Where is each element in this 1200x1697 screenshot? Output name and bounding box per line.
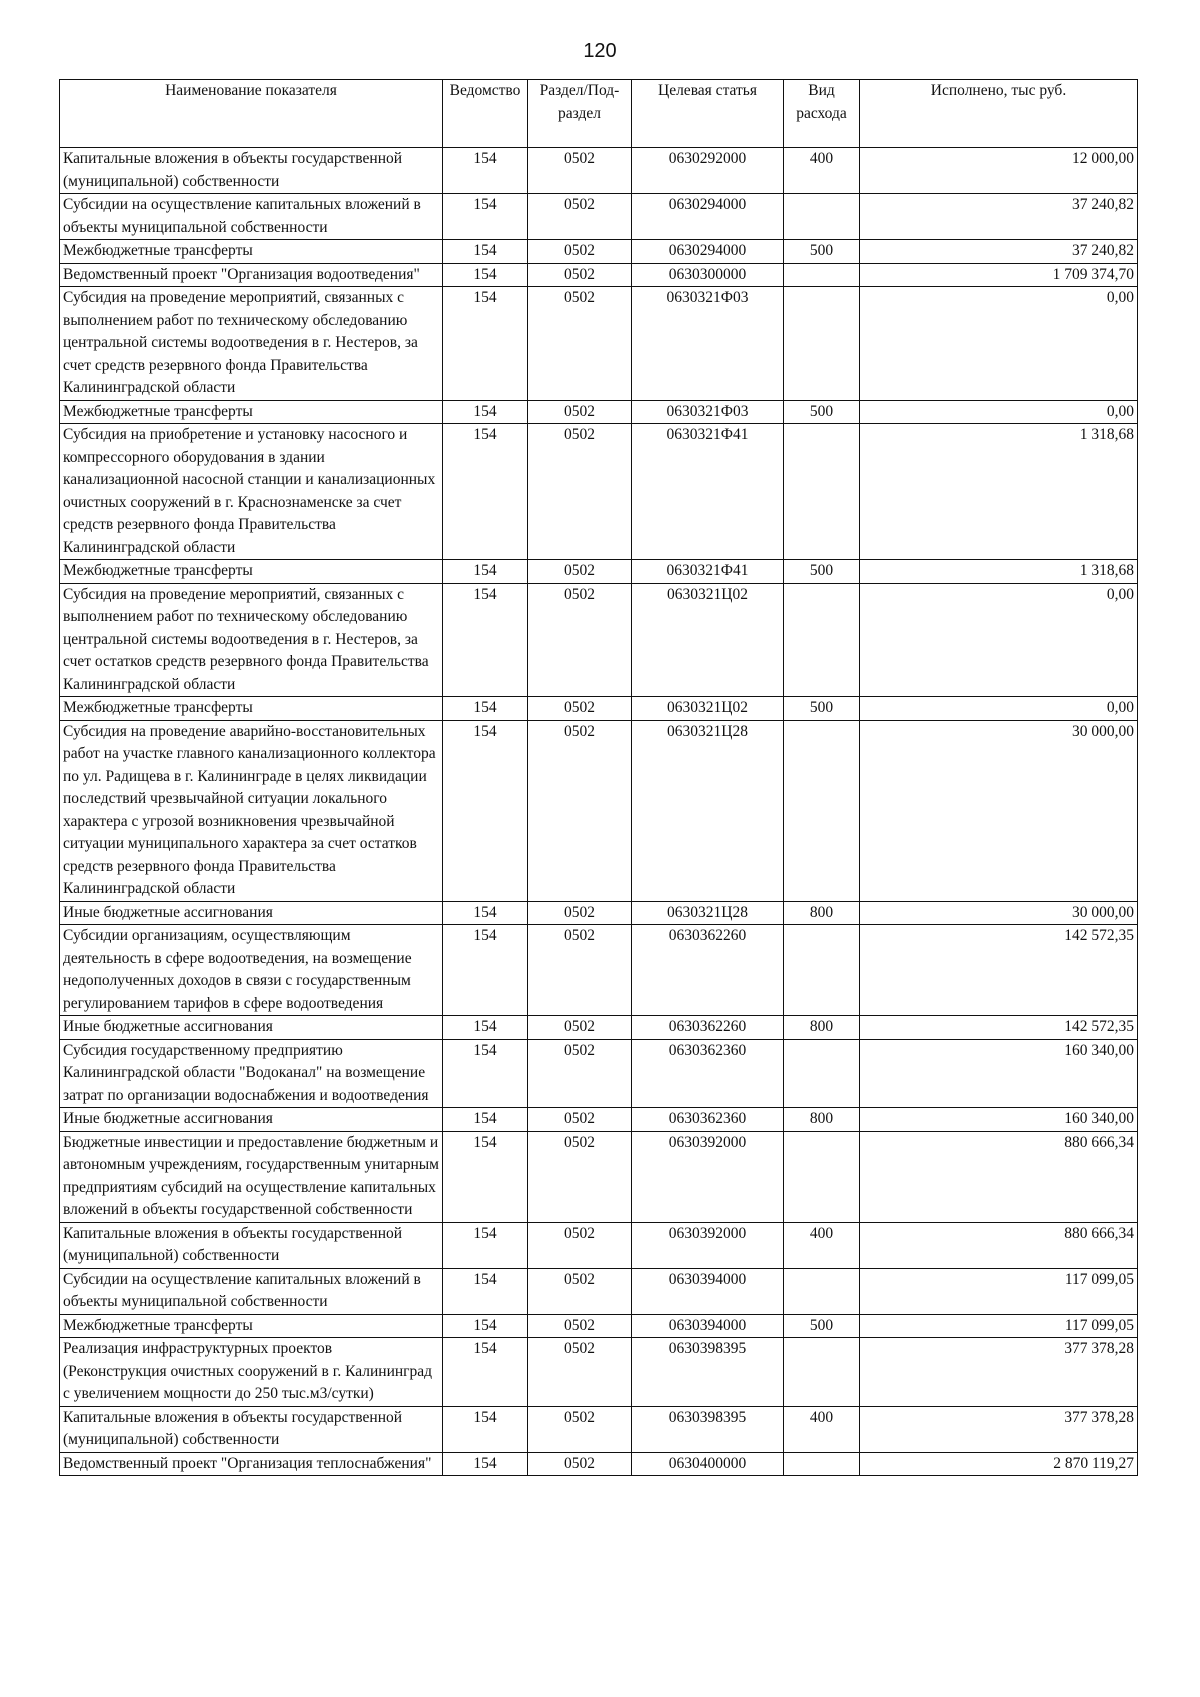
table-row [60, 263, 1138, 287]
cell-amount: 1 318,68 [860, 560, 1138, 584]
cell-dept: 154 [443, 1222, 528, 1268]
cell-section: 0502 [528, 560, 632, 584]
cell-dept: 154 [443, 263, 528, 287]
cell-section: 0502 [528, 194, 632, 240]
cell-name: Субсидия на проведение аварийно-восстановительных работ на участке главного канализационного коллектора по ул. Радищева в г. Калининграде в целях ликвидации последствий чрезвычайной ситуации локального характера с угрозой возникновения чрезвычайной ситуации муниципального характера за счет остатков средств резервного фонда Правительства Калининградской области [60, 720, 443, 901]
table-row [60, 1222, 1138, 1268]
cell-section: 0502 [528, 287, 632, 401]
cell-section: 0502 [528, 263, 632, 287]
cell-article: 0630321Ф03 [632, 400, 784, 424]
cell-section: 0502 [528, 583, 632, 697]
table-row [60, 697, 1138, 721]
cell-section: 0502 [528, 148, 632, 194]
cell-name: Капитальные вложения в объекты государственной (муниципальной) собственности [60, 148, 443, 194]
cell-section: 0502 [528, 925, 632, 1016]
table-row [60, 240, 1138, 264]
cell-name: Ведомственный проект "Организация теплоснабжения" [60, 1452, 443, 1476]
cell-section: 0502 [528, 1452, 632, 1476]
cell-article: 0630321Ф41 [632, 560, 784, 584]
cell-name: Межбюджетные трансферты [60, 400, 443, 424]
cell-amount: 1 318,68 [860, 424, 1138, 560]
cell-article: 0630398395 [632, 1338, 784, 1407]
cell-amount: 880 666,34 [860, 1131, 1138, 1222]
cell-amount: 12 000,00 [860, 148, 1138, 194]
cell-article: 0630392000 [632, 1131, 784, 1222]
cell-amount: 377 378,28 [860, 1338, 1138, 1407]
cell-dept: 154 [443, 720, 528, 901]
cell-amount: 30 000,00 [860, 901, 1138, 925]
cell-dept: 154 [443, 1131, 528, 1222]
cell-type [784, 1338, 860, 1407]
cell-amount: 0,00 [860, 583, 1138, 697]
cell-section: 0502 [528, 1338, 632, 1407]
cell-amount: 30 000,00 [860, 720, 1138, 901]
cell-type [784, 720, 860, 901]
table-row [60, 1039, 1138, 1108]
budget-table [59, 79, 1138, 1476]
cell-amount: 2 870 119,27 [860, 1452, 1138, 1476]
table-row [60, 1131, 1138, 1222]
cell-dept: 154 [443, 1039, 528, 1108]
cell-section: 0502 [528, 1039, 632, 1108]
page-number: 120 [583, 40, 617, 62]
cell-name: Субсидия на проведение мероприятий, связанных с выполнением работ по техническому обследованию центральной системы водоотведения в г. Нестеров, за счет средств резервного фонда Правительства Калининградской области [60, 287, 443, 401]
cell-article: 0630321Ц02 [632, 583, 784, 697]
cell-article: 0630362260 [632, 925, 784, 1016]
cell-dept: 154 [443, 1314, 528, 1338]
cell-amount: 880 666,34 [860, 1222, 1138, 1268]
cell-section: 0502 [528, 720, 632, 901]
cell-name: Субсидия на проведение мероприятий, связанных с выполнением работ по техническому обследованию центральной системы водоотведения в г. Нестеров, за счет остатков средств резервного фонда Правительства Калининградской области [60, 583, 443, 697]
cell-name: Иные бюджетные ассигнования [60, 901, 443, 925]
table-row [60, 1108, 1138, 1132]
cell-article: 0630362360 [632, 1039, 784, 1108]
cell-section: 0502 [528, 1016, 632, 1040]
cell-name: Межбюджетные трансферты [60, 560, 443, 584]
cell-name: Реализация инфраструктурных проектов (Реконструкция очистных сооружений в г. Калининград с увеличением мощности до 250 тыс.м3/сутки) [60, 1338, 443, 1407]
table-row [60, 424, 1138, 560]
cell-name: Межбюджетные трансферты [60, 240, 443, 264]
cell-article: 0630321Ц28 [632, 720, 784, 901]
cell-section: 0502 [528, 1222, 632, 1268]
cell-dept: 154 [443, 901, 528, 925]
cell-name: Капитальные вложения в объекты государственной (муниципальной) собственности [60, 1222, 443, 1268]
cell-type: 800 [784, 1108, 860, 1132]
cell-dept: 154 [443, 1108, 528, 1132]
cell-article: 0630362360 [632, 1108, 784, 1132]
cell-amount: 142 572,35 [860, 1016, 1138, 1040]
table-row [60, 560, 1138, 584]
cell-name: Субсидии на осуществление капитальных вложений в объекты муниципальной собственности [60, 1268, 443, 1314]
cell-section: 0502 [528, 424, 632, 560]
cell-dept: 154 [443, 925, 528, 1016]
cell-type [784, 424, 860, 560]
cell-type: 500 [784, 240, 860, 264]
cell-name: Субсидии на осуществление капитальных вложений в объекты муниципальной собственности [60, 194, 443, 240]
cell-type [784, 1268, 860, 1314]
cell-dept: 154 [443, 194, 528, 240]
cell-type [784, 287, 860, 401]
cell-article: 0630398395 [632, 1406, 784, 1452]
cell-dept: 154 [443, 240, 528, 264]
cell-amount: 0,00 [860, 400, 1138, 424]
cell-amount: 160 340,00 [860, 1039, 1138, 1108]
cell-name: Межбюджетные трансферты [60, 1314, 443, 1338]
cell-section: 0502 [528, 400, 632, 424]
cell-amount: 37 240,82 [860, 194, 1138, 240]
table-row [60, 720, 1138, 901]
cell-type [784, 925, 860, 1016]
cell-section: 0502 [528, 901, 632, 925]
cell-article: 0630321Ц02 [632, 697, 784, 721]
cell-article: 0630362260 [632, 1016, 784, 1040]
cell-article: 0630292000 [632, 148, 784, 194]
cell-name: Межбюджетные трансферты [60, 697, 443, 721]
table-row [60, 1268, 1138, 1314]
cell-amount: 142 572,35 [860, 925, 1138, 1016]
cell-dept: 154 [443, 1338, 528, 1407]
cell-type: 400 [784, 148, 860, 194]
cell-type [784, 194, 860, 240]
cell-dept: 154 [443, 400, 528, 424]
cell-name: Ведомственный проект "Организация водоотведения" [60, 263, 443, 287]
cell-name: Субсидия на приобретение и установку насосного и компрессорного оборудования в здании канализационной насосной станции и канализационных очистных сооружений в г. Краснознаменске за счет средств резервного фонда Правительства Калининградской области [60, 424, 443, 560]
cell-amount: 1 709 374,70 [860, 263, 1138, 287]
cell-type: 400 [784, 1222, 860, 1268]
table-row [60, 1452, 1138, 1476]
cell-dept: 154 [443, 1452, 528, 1476]
cell-section: 0502 [528, 1268, 632, 1314]
cell-name: Капитальные вложения в объекты государственной (муниципальной) собственности [60, 1406, 443, 1452]
cell-dept: 154 [443, 148, 528, 194]
table-row [60, 901, 1138, 925]
cell-name: Субсидия государственному предприятию Калининградской области "Водоканал" на возмещение затрат по организации водоснабжения и водоотведения [60, 1039, 443, 1108]
cell-amount: 117 099,05 [860, 1314, 1138, 1338]
cell-dept: 154 [443, 1406, 528, 1452]
header-name: Наименование показателя [60, 80, 443, 148]
cell-section: 0502 [528, 1108, 632, 1132]
cell-type [784, 1039, 860, 1108]
cell-article: 0630400000 [632, 1452, 784, 1476]
cell-dept: 154 [443, 560, 528, 584]
cell-article: 0630321Ф41 [632, 424, 784, 560]
table-row [60, 925, 1138, 1016]
cell-type: 400 [784, 1406, 860, 1452]
cell-type: 500 [784, 697, 860, 721]
cell-name: Бюджетные инвестиции и предоставление бюджетным и автономным учреждениям, государственным унитарным предприятиям субсидий на осуществление капитальных вложений в объекты государственной собственности [60, 1131, 443, 1222]
table-header-row [60, 80, 1138, 148]
cell-type: 500 [784, 560, 860, 584]
table-row [60, 583, 1138, 697]
cell-section: 0502 [528, 1131, 632, 1222]
cell-article: 0630300000 [632, 263, 784, 287]
cell-amount: 117 099,05 [860, 1268, 1138, 1314]
header-article: Целевая статья [632, 80, 784, 148]
table-body [60, 148, 1138, 1476]
cell-type: 500 [784, 400, 860, 424]
cell-dept: 154 [443, 1268, 528, 1314]
cell-type [784, 583, 860, 697]
table-row [60, 400, 1138, 424]
cell-dept: 154 [443, 1016, 528, 1040]
cell-article: 0630294000 [632, 240, 784, 264]
cell-article: 063032​1Ф03 [632, 287, 784, 401]
header-section: Раздел/Под-раздел [528, 80, 632, 148]
cell-amount: 0,00 [860, 697, 1138, 721]
cell-type [784, 263, 860, 287]
header-dept: Ведомство [443, 80, 528, 148]
cell-section: 0502 [528, 240, 632, 264]
cell-dept: 154 [443, 424, 528, 560]
cell-dept: 154 [443, 697, 528, 721]
cell-type: 800 [784, 1016, 860, 1040]
table-row [60, 1406, 1138, 1452]
table-row [60, 287, 1138, 401]
cell-article: 0630321Ц28 [632, 901, 784, 925]
cell-article: 0630294000 [632, 194, 784, 240]
cell-type: 800 [784, 901, 860, 925]
cell-amount: 37 240,82 [860, 240, 1138, 264]
table-row [60, 148, 1138, 194]
cell-article: 0630394000 [632, 1268, 784, 1314]
cell-name: Иные бюджетные ассигнования [60, 1108, 443, 1132]
cell-name: Субсидии организациям, осуществляющим деятельность в сфере водоотведения, на возмещение недополученных доходов в связи с государственным регулированием тарифов в сфере водоотведения [60, 925, 443, 1016]
table-row [60, 194, 1138, 240]
header-type: Вид расхода [784, 80, 860, 148]
cell-section: 0502 [528, 1314, 632, 1338]
cell-article: 0630394000 [632, 1314, 784, 1338]
table-row [60, 1314, 1138, 1338]
cell-dept: 154 [443, 583, 528, 697]
cell-dept: 154 [443, 287, 528, 401]
cell-amount: 377 378,28 [860, 1406, 1138, 1452]
cell-section: 0502 [528, 1406, 632, 1452]
cell-name: Иные бюджетные ассигнования [60, 1016, 443, 1040]
table-row [60, 1338, 1138, 1407]
cell-type [784, 1452, 860, 1476]
cell-article: 0630392000 [632, 1222, 784, 1268]
cell-section: 0502 [528, 697, 632, 721]
header-amount: Исполнено, тыс руб. [860, 80, 1138, 148]
table-row [60, 1016, 1138, 1040]
cell-amount: 160 340,00 [860, 1108, 1138, 1132]
cell-amount: 0,00 [860, 287, 1138, 401]
cell-type [784, 1131, 860, 1222]
cell-type: 500 [784, 1314, 860, 1338]
